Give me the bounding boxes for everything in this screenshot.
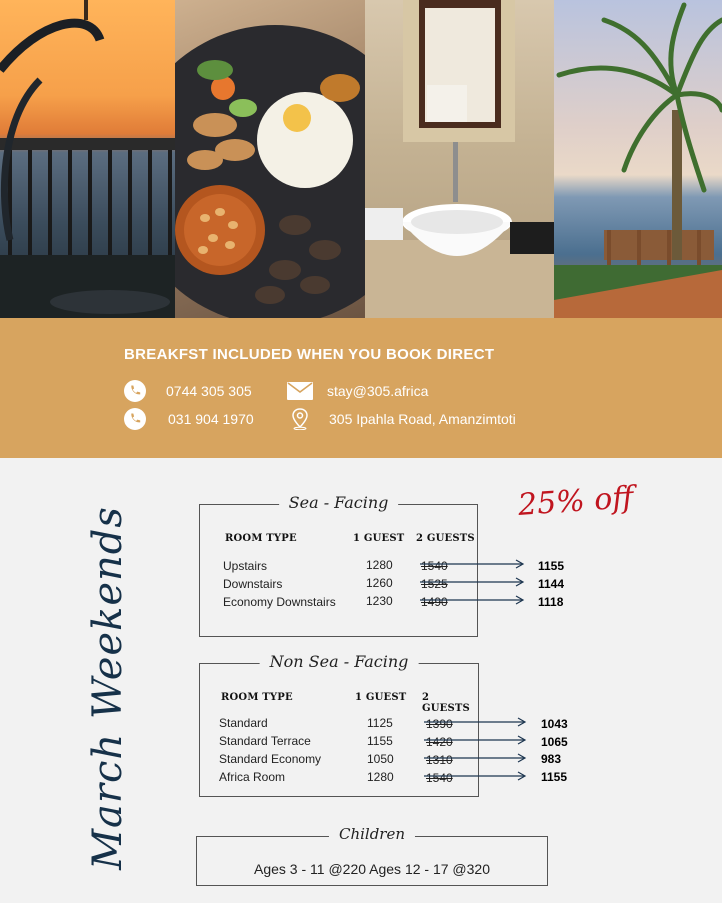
breakfast-headline: BREAKFST INCLUDED WHEN YOU BOOK DIRECT [124, 346, 495, 363]
children-panel [196, 825, 548, 886]
arrow-right-icon [420, 559, 526, 569]
header-1-guest: 1 GUEST [353, 533, 405, 544]
old-price-2-guests: 1490 [421, 595, 448, 609]
price-1-guest: 1155 [367, 734, 393, 748]
phone-contact-1[interactable] [124, 380, 252, 402]
contact-band [0, 318, 722, 458]
march-weekends-title: March Weekends [85, 506, 131, 870]
room-name: Economy Downstairs [223, 595, 336, 609]
arrow-right-icon [420, 577, 526, 587]
breakfast-illustration [175, 0, 365, 318]
sea-facing-title: Sea - Facing [279, 493, 399, 512]
phone-icon [124, 408, 146, 430]
discounted-price: 1155 [538, 559, 565, 573]
phone-icon [124, 380, 146, 402]
header-2-guests: 2 GUESTS [422, 692, 470, 714]
room-name: Africa Room [219, 770, 286, 784]
discounted-price: 983 [541, 752, 562, 766]
price-1-guest: 1260 [366, 576, 393, 590]
discounted-price: 1144 [538, 577, 565, 591]
old-price-2-guests: 1390 [426, 717, 453, 731]
room-name: Downstairs [223, 577, 283, 591]
phone-number-1: 0744 305 305 [166, 383, 252, 399]
room-name: Standard Terrace [219, 734, 311, 748]
old-price-2-guests: 1540 [421, 559, 448, 573]
children-title: Children [329, 825, 415, 843]
room-name: Upstairs [223, 559, 268, 573]
discounted-price: 1065 [541, 735, 568, 749]
old-price-2-guests: 1540 [426, 771, 453, 785]
price-1-guest: 1050 [367, 752, 394, 766]
arrow-right-icon [424, 771, 528, 781]
price-1-guest: 1125 [367, 716, 393, 730]
location-pin-icon [289, 408, 311, 430]
photo-bathroom-basin [365, 0, 554, 318]
palm-illustration [554, 0, 722, 318]
sunset-balcony-illustration [0, 0, 175, 318]
header-room-type: ROOM TYPE [225, 533, 297, 544]
price-1-guest: 1230 [366, 594, 393, 608]
email-contact[interactable] [287, 380, 428, 402]
photo-palm-seaview [554, 0, 722, 318]
old-price-2-guests: 1525 [421, 577, 448, 591]
sea-facing-panel [199, 493, 478, 637]
arrow-right-icon [424, 717, 528, 727]
street-address: 305 Ipahla Road, Amanzimtoti [329, 411, 516, 427]
basin-illustration [365, 0, 554, 318]
discounted-price: 1043 [541, 717, 568, 731]
photo-strip [0, 0, 722, 318]
non-sea-facing-title: Non Sea - Facing [260, 652, 419, 671]
envelope-icon [287, 380, 313, 402]
old-price-2-guests: 1420 [426, 735, 453, 749]
arrow-right-icon [424, 735, 528, 745]
address-contact [289, 408, 516, 430]
discounted-price: 1155 [541, 770, 568, 784]
old-price-2-guests: 1310 [426, 753, 453, 767]
header-2-guests: 2 GUESTS [416, 533, 475, 544]
header-1-guest: 1 GUEST [355, 692, 407, 703]
discounted-price: 1118 [538, 595, 564, 609]
phone-number-2: 031 904 1970 [168, 411, 254, 427]
arrow-right-icon [424, 753, 528, 763]
price-1-guest: 1280 [366, 558, 393, 572]
photo-sunset-balcony [0, 0, 175, 318]
header-room-type: ROOM TYPE [221, 692, 293, 703]
photo-breakfast-plate [175, 0, 365, 318]
room-name: Standard [219, 716, 268, 730]
price-1-guest: 1280 [367, 770, 394, 784]
children-rates: Ages 3 - 11 @220 Ages 12 - 17 @320 [254, 861, 490, 877]
arrow-right-icon [420, 595, 526, 605]
room-name: Standard Economy [219, 752, 322, 766]
phone-contact-2[interactable] [124, 408, 254, 430]
email-address: stay@305.africa [327, 383, 429, 399]
discount-badge: 25% off [516, 480, 635, 523]
